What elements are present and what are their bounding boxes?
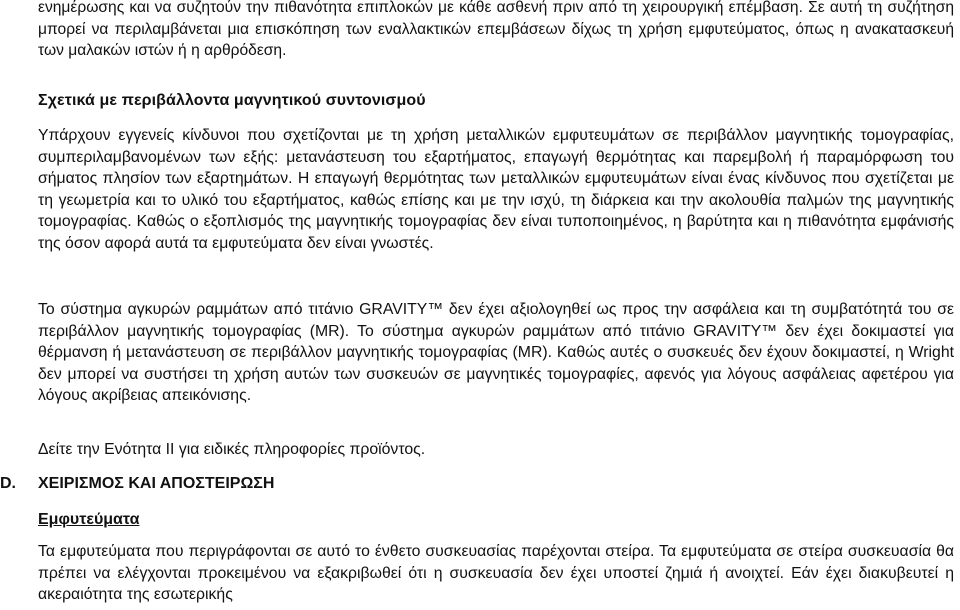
section-d-number: D. [0, 475, 16, 492]
section-d-title: ΧΕΙΡΙΣΜΟΣ ΚΑΙ ΑΠΟΣΤΕΙΡΩΣΗ [38, 475, 275, 492]
section-d-heading [0, 475, 274, 493]
see-section-paragraph: Δείτε την Ενότητα II για ειδικές πληροφορίες προϊόντος. [38, 441, 426, 458]
intro-paragraph: ενημέρωσης και να συζητούν την πιθανότητα επιπλοκών με κάθε ασθενή πριν από τη χειρουργική επέμβαση. Σε αυτή τη συζήτηση μπορεί να περιλαμβάνεται μια επισκόπηση των εναλλακτικών επεμβάσεων δίχως τη χρήση εμφυτεύματος, όπως η ανακατασκευή των μαλακών ιστών ή η αρθρόδεση. [38, 0, 954, 60]
implants-paragraph: Τα εμφυτεύματα που περιγράφονται σε αυτό το ένθετο συσκευασίας παρέχονται στείρα. Τα εμφυτεύματα σε στείρα συσκευασία θα πρέπει να ελέγχονται προκειμένου να εξακριβωθεί ότι η συσκευασία δεν έχει υποστεί ζημιά ή ανοιχτεί. Εάν έχει διακυβευτεί η ακεραιότητα της εσωτερικής [38, 543, 954, 604]
gravity-mri-paragraph: Το σύστημα αγκυρών ραμμάτων από τιτάνιο GRAVITY™ δεν έχει αξιολογηθεί ως προς την ασφάλεια και τη συμβατότητά του σε περιβάλλον μαγνητικής τομογραφίας (MR). Το σύστημα αγκυρών ραμμάτων από τιτάνιο GRAVITY™ δεν έχει δοκιμαστεί για θέρμανση ή μετανάστευση σε περιβάλλον μαγνητικής τομογραφίας (MR). Καθώς αυτές ο συσκευές δεν έχουν δοκιμαστεί, η Wright δεν μπορεί να συστήσει τη χρήση αυτών των συσκευών σε μαγνητικές τομογραφίες, αφενός για λόγους ασφάλειας αφετέρου για λόγους ακρίβειας απεικόνισης. [38, 301, 954, 405]
mri-paragraph: Υπάρχουν εγγενείς κίνδυνοι που σχετίζονται με τη χρήση μεταλλικών εμφυτευμάτων σε περιβάλλον μαγνητικής τομογραφίας, συμπεριλαμβανομένων των εξής: μετανάστευση του εξαρτήματος, επαγωγή θερμότητας και παρεμβολή ή παραμόρφωση του σήματος πλησίον των εξαρτημάτων. Η επαγωγή θερμότητας των μεταλλικών εμφυτευμάτων είναι ένας κίνδυνος που σχετίζεται με τη γεωμετρία και το υλικό του εξαρτήματος, καθώς επίσης και με την ισχύ, τη διάρκεια και την ακολουθία παλμών της μαγνητικής τομογραφίας. Καθώς ο εξοπλισμός της μαγνητικής τομογραφίας δεν είναι τυποποιημένος, η βαρύτητα και η πιθανότητα εμφάνισής της όσον αφορά αυτά τα εμφυτεύματα δεν είναι γνωστές. [38, 127, 954, 252]
implants-subheading: Εμφυτεύματα [38, 511, 140, 528]
mri-section-heading: Σχετικά με περιβάλλοντα μαγνητικού συντονισμού [38, 92, 426, 109]
